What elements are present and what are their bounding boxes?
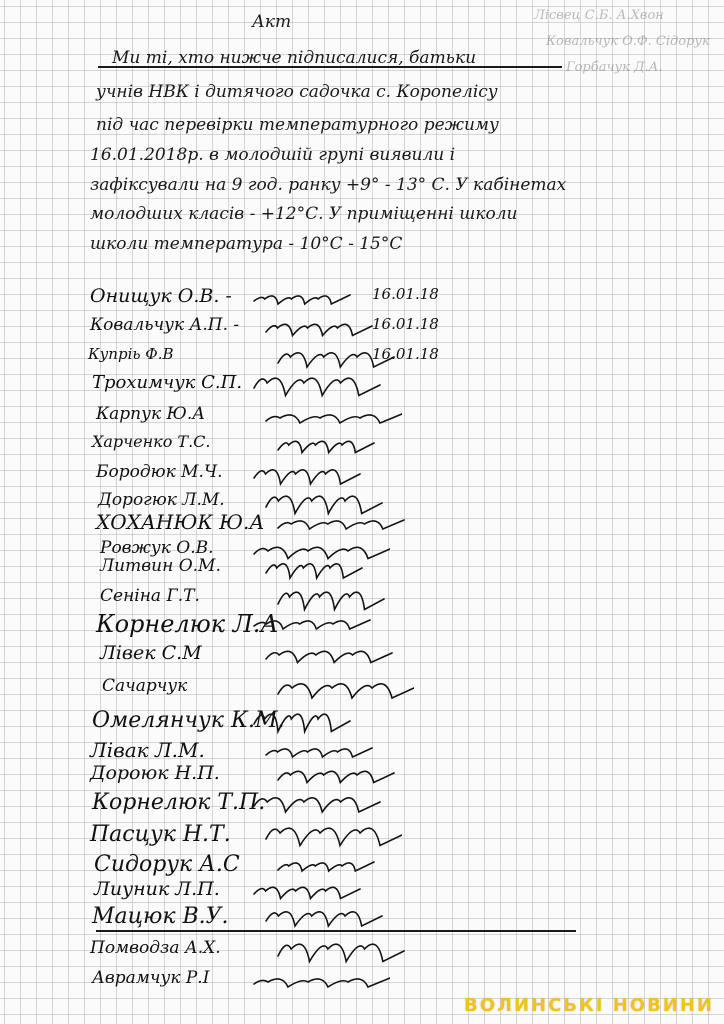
signer-name: Ковальчук А.П. -	[90, 315, 240, 335]
signer-name: Сачарчук	[102, 676, 188, 696]
signer-name: Дороюк Н.П.	[90, 762, 220, 784]
document-title: Акт	[252, 12, 292, 32]
signer-name: Трохимчук С.П.	[92, 372, 243, 393]
signer-name: Аврамчук Р.І	[92, 968, 210, 988]
signer-name: Сидорук А.С	[94, 852, 240, 877]
signature-date: 16.01.18	[372, 315, 439, 333]
bottom-rule	[96, 930, 576, 932]
paragraph-line: учнів НВК і дитячого садочка с. Коропелісу	[96, 82, 498, 102]
signature-date: 16.01.18	[372, 345, 439, 363]
signer-name: ХОХАНЮК Ю.А	[96, 510, 265, 534]
signer-name: Литвин О.М.	[100, 556, 221, 576]
signature-date: 16.01.18	[372, 285, 439, 303]
handwritten-signature	[250, 962, 390, 1002]
corner-note-line: Горбачук Д.А.	[566, 60, 663, 75]
signer-name: Сеніна Г.Т.	[100, 586, 200, 606]
signer-name: Ровжук О.В.	[100, 538, 214, 558]
signer-name: Лівак Л.М.	[90, 738, 205, 762]
signer-name: Помводза А.Х.	[90, 938, 221, 958]
signer-name: Бородюк М.Ч.	[96, 462, 223, 482]
corner-note-line: Ковальчук О.Ф. Сідорук	[546, 34, 710, 49]
paragraph-line: школи температура - 10°С - 15°С	[90, 234, 403, 254]
watermark: ВОЛИНСЬКІ НОВИНИ	[464, 995, 714, 1016]
signer-name: Дорогюк Л.М.	[98, 490, 225, 510]
corner-note	[526, 2, 716, 94]
signer-name: Купріь Ф.В	[88, 345, 174, 363]
signer-name: Пасцук Н.Т.	[90, 822, 231, 847]
paragraph-line: під час перевірки температурного режиму	[96, 115, 499, 135]
paragraph-line: зафіксували на 9 год. ранку +9° - 13° С. У кабінетах	[90, 175, 567, 195]
signer-name: Карпук Ю.А	[96, 404, 206, 424]
signer-name: Лиуник Л.П.	[94, 878, 220, 900]
signer-name: Корнелюк Т.П.	[92, 790, 266, 815]
paragraph-line: Ми ті, хто нижче підписалися, батьки	[112, 48, 477, 68]
corner-note-line: Лісвец С.Б. А.Хвон	[534, 8, 664, 23]
signer-name: Лівек С.М	[100, 642, 202, 664]
signer-name: Мацюк В.У.	[92, 904, 229, 929]
signer-name: Корнелюк Л.А	[96, 610, 279, 638]
signer-name: Онищук О.В. -	[90, 285, 232, 307]
paragraph-line: молодших класів - +12°С. У приміщенні школи	[90, 204, 518, 224]
paragraph-line: 16.01.2018р. в молодшій групі виявили і	[90, 145, 456, 165]
signer-name: Харченко Т.С.	[92, 432, 211, 451]
signer-name: Омелянчук К.М.	[92, 708, 285, 733]
